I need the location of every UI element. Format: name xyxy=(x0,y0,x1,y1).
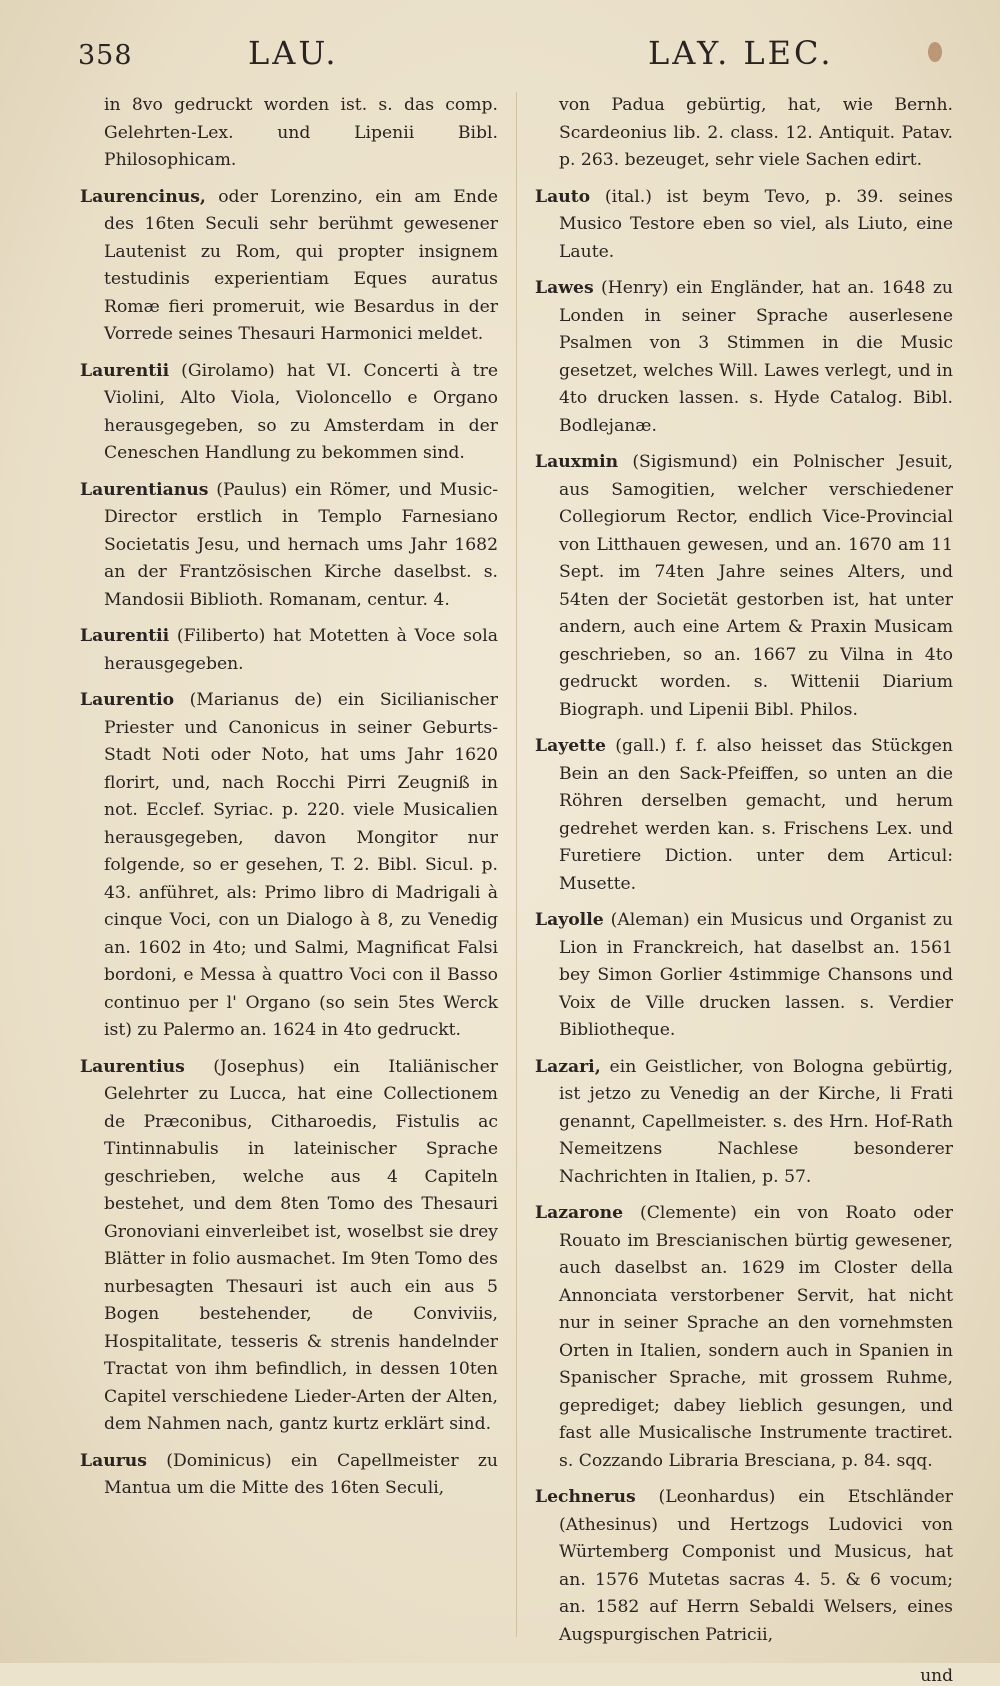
dictionary-entry xyxy=(535,733,953,898)
entry-text: (Aleman) ein Musicus und Organist zu Lion in Franckreich, hat daselbst an. 1561 bey Simon Gorlier 4stimmige Chansons und Voix de Ville drucken lassen. s. Verdier Bibliotheque. xyxy=(559,910,953,1040)
catchword: und xyxy=(920,1666,953,1686)
entry-headword: Laurentianus xyxy=(80,479,209,500)
entry-headword: Lechnerus xyxy=(535,1487,636,1507)
entry-headword: Laurus xyxy=(80,1450,147,1471)
entry-text: (Josephus) ein Italiänischer Gelehrter zu Lucca, hat eine Collectionem de Præconibus, Citharoedis, Fistulis ac Tintinnabulis in lateinischer Sprache geschrieben, welche aus 4 Capiteln bestehet, und dem 8ten Tomo des Thesauri Gronoviani einverleibet ist, woselbst sie drey Blätter in folio ausmachet. Im 9ten Tomo des nurbesagten Thesauri ist auch ein aus 5 Bogen bestehender, de Conviviis, Hospitalitate, tesseris & strenis handelnder Tractat von ihm befindlich, in dessen 10ten Capitel verschiedene Lieder-Arten der Alten, dem Nahmen nach, gantz kurtz erklärt sind. xyxy=(104,1056,499,1434)
running-head-right: LAY. LEC. xyxy=(648,34,834,72)
entry-text: (Henry) ein Engländer, hat an. 1648 zu Londen in seiner Sprache auserlesene Psalmen von 3 Stimmen in die Music gesetzet, welches Will. Lawes verlegt, und in 4to drucken lassen. s. Hyde Catalog. Bibl. Bodlejanæ. xyxy=(559,278,953,436)
dictionary-entry xyxy=(80,1448,498,1503)
entry-headword: Layolle xyxy=(535,910,604,930)
page-number: 358 xyxy=(78,40,133,71)
entry-text: (Girolamo) hat VI. Concerti à tre Violini, Alto Viola, Violoncello e Organo herausgegeben, so zu Amsterdam in der Ceneschen Handlung zu bekommen sind. xyxy=(104,360,498,463)
dictionary-entry xyxy=(535,449,953,724)
running-head-left: LAU. xyxy=(248,34,339,72)
dictionary-entry xyxy=(80,623,498,678)
entry-text: (gall.) f. f. also heisset das Stückgen Bein an den Sack-Pfeiffen, so unten an die Röhren derselben gemacht, und herum gedrehet werden kan. s. Frischens Lex. und Furetiere Diction. unter dem Articul: Musette. xyxy=(559,736,954,894)
left-column xyxy=(80,92,498,1512)
entry-headword: Laurentii xyxy=(80,626,170,646)
entry-text: (Filiberto) hat Motetten à Voce sola herausgegeben. xyxy=(104,626,499,674)
dictionary-entry xyxy=(535,1200,953,1475)
dictionary-entry xyxy=(80,358,498,468)
dictionary-entry xyxy=(80,687,498,1045)
entry-headword: Lazari, xyxy=(535,1056,601,1077)
dictionary-entry xyxy=(80,1054,498,1439)
dictionary-entry xyxy=(80,477,498,615)
dictionary-entry xyxy=(535,275,953,440)
page-header xyxy=(78,34,960,74)
dictionary-entry xyxy=(80,184,498,349)
right-column xyxy=(535,92,954,1686)
text-columns xyxy=(80,92,960,1686)
dictionary-entry xyxy=(80,92,498,175)
entry-headword: Laurentio xyxy=(80,690,175,710)
entry-headword: Lazarone xyxy=(535,1203,624,1223)
column-divider xyxy=(516,92,517,1637)
dictionary-entry xyxy=(535,907,953,1045)
entry-text: (Marianus de) ein Sicilianischer Priester und Canonicus in seiner Geburts-Stadt Noti oder Noto, hat ums Jahr 1620 florirt, und, nach Rocchi Pirri Zeugniß in not. Ecclef. Syriac. p. 220. viele Musicalien herausgegeben, davon Mongitor nur folgende, so er gesehen, T. 2. Bibl. Sicul. p. 43. anführet, als: Primo libro di Madrigali à cinque Voci, con un Dialogo à 8, zu Venedig an. 1602 in 4to; und Salmi, Magnificat Falsi bordoni, e Messa à quattro Voci con il Basso continuo per l' Organo (so sein 5tes Werck ist) zu Palermo an. 1624 in 4to gedruckt. xyxy=(104,690,498,1040)
ink-spot xyxy=(928,42,942,62)
entry-headword: Laurentii xyxy=(80,360,170,381)
dictionary-entry xyxy=(535,92,953,175)
entry-headword: Layette xyxy=(535,736,606,756)
entry-headword: Lauto xyxy=(535,186,591,207)
dictionary-entry xyxy=(535,1054,953,1192)
entry-text: (Clemente) ein von Roato oder Rouato im Brescianischen bürtig gewesener, auch daselbst an. 1629 im Closter della Annonciata verstorbener Servit, hat nicht nur in seiner Sprache an den vornehmsten Orten in Italien, sondern auch in Spanien in Spanischer Sprache, mit grossem Ruhme, geprediget; dabey lieblich gesungen, und fast alle Musicalische Instrumente tractiret. s. Cozzando Libraria Bresciana, p. 84. sqq. xyxy=(559,1203,953,1471)
entry-text: oder Lorenzino, ein am Ende des 16ten Seculi sehr berühmt gewesener Lautenist zu Rom, qui propter insignem testudinis experientiam Eques auratus Romæ fieri promeruit, wie Besardus in der Vorrede seines Thesauri Harmonici meldet. xyxy=(104,186,498,344)
entry-text: in 8vo gedruckt worden ist. s. das comp. Gelehrten-Lex. und Lipenii Bibl. Philosophicam. xyxy=(104,95,498,170)
entry-text: (Dominicus) ein Capellmeister zu Mantua um die Mitte des 16ten Seculi, xyxy=(104,1450,498,1498)
entry-headword: Laurencinus, xyxy=(80,186,206,207)
entry-text: von Padua gebürtig, hat, wie Bernh. Scardeonius lib. 2. class. 12. Antiquit. Patav. p. 263. bezeuget, sehr viele Sachen edirt. xyxy=(559,95,953,170)
entry-text: (Leonhardus) ein Etschländer (Athesinus) und Hertzogs Ludovici von Würtemberg Componist und Musicus, hat an. 1576 Mutetas sacras 4. 5. & 6 vocum; an. 1582 auf Herrn Sebaldi Welsers, eines Augspurgischen Patricii, xyxy=(559,1487,953,1645)
dictionary-entry xyxy=(535,1484,953,1649)
entry-text: ein Geistlicher, von Bologna gebürtig, ist jetzo zu Venedig an der Kirche, li Frati genannt, Capellmeister. s. des Hrn. Hof-Rath Nemeitzens Nachlese besonderer Nachrichten in Italien, p. 57. xyxy=(559,1056,953,1187)
entry-headword: Lauxmin xyxy=(535,452,619,472)
entry-text: (Sigismund) ein Polnischer Jesuit, aus Samogitien, welcher verschiedener Collegiorum Rector, endlich Vice-Provincial von Litthauen gewesen, und an. 1670 am 11 Sept. im 74ten Jahre seines Alters, und 54ten der Societät gestorben ist, hat unter andern, auch eine Artem & Praxin Musicam geschrieben, so an. 1667 zu Vilna in 4to gedruckt worden. s. Wittenii Diarium Biograph. und Lipenii Bibl. Philos. xyxy=(559,452,953,720)
entry-headword: Lawes xyxy=(535,278,594,298)
entry-headword: Laurentius xyxy=(80,1056,185,1077)
entry-text: (ital.) ist beym Tevo, p. 39. seines Musico Testore eben so viel, als Liuto, eine Laute. xyxy=(559,186,953,262)
dictionary-entry xyxy=(535,184,953,267)
entry-text: (Paulus) ein Römer, und Music-Director erstlich in Templo Farnesiano Societatis Jesu, und hernach ums Jahr 1682 an der Frantzösischen Kirche daselbst. s. Mandosii Biblioth. Romanam, centur. 4. xyxy=(104,479,499,610)
